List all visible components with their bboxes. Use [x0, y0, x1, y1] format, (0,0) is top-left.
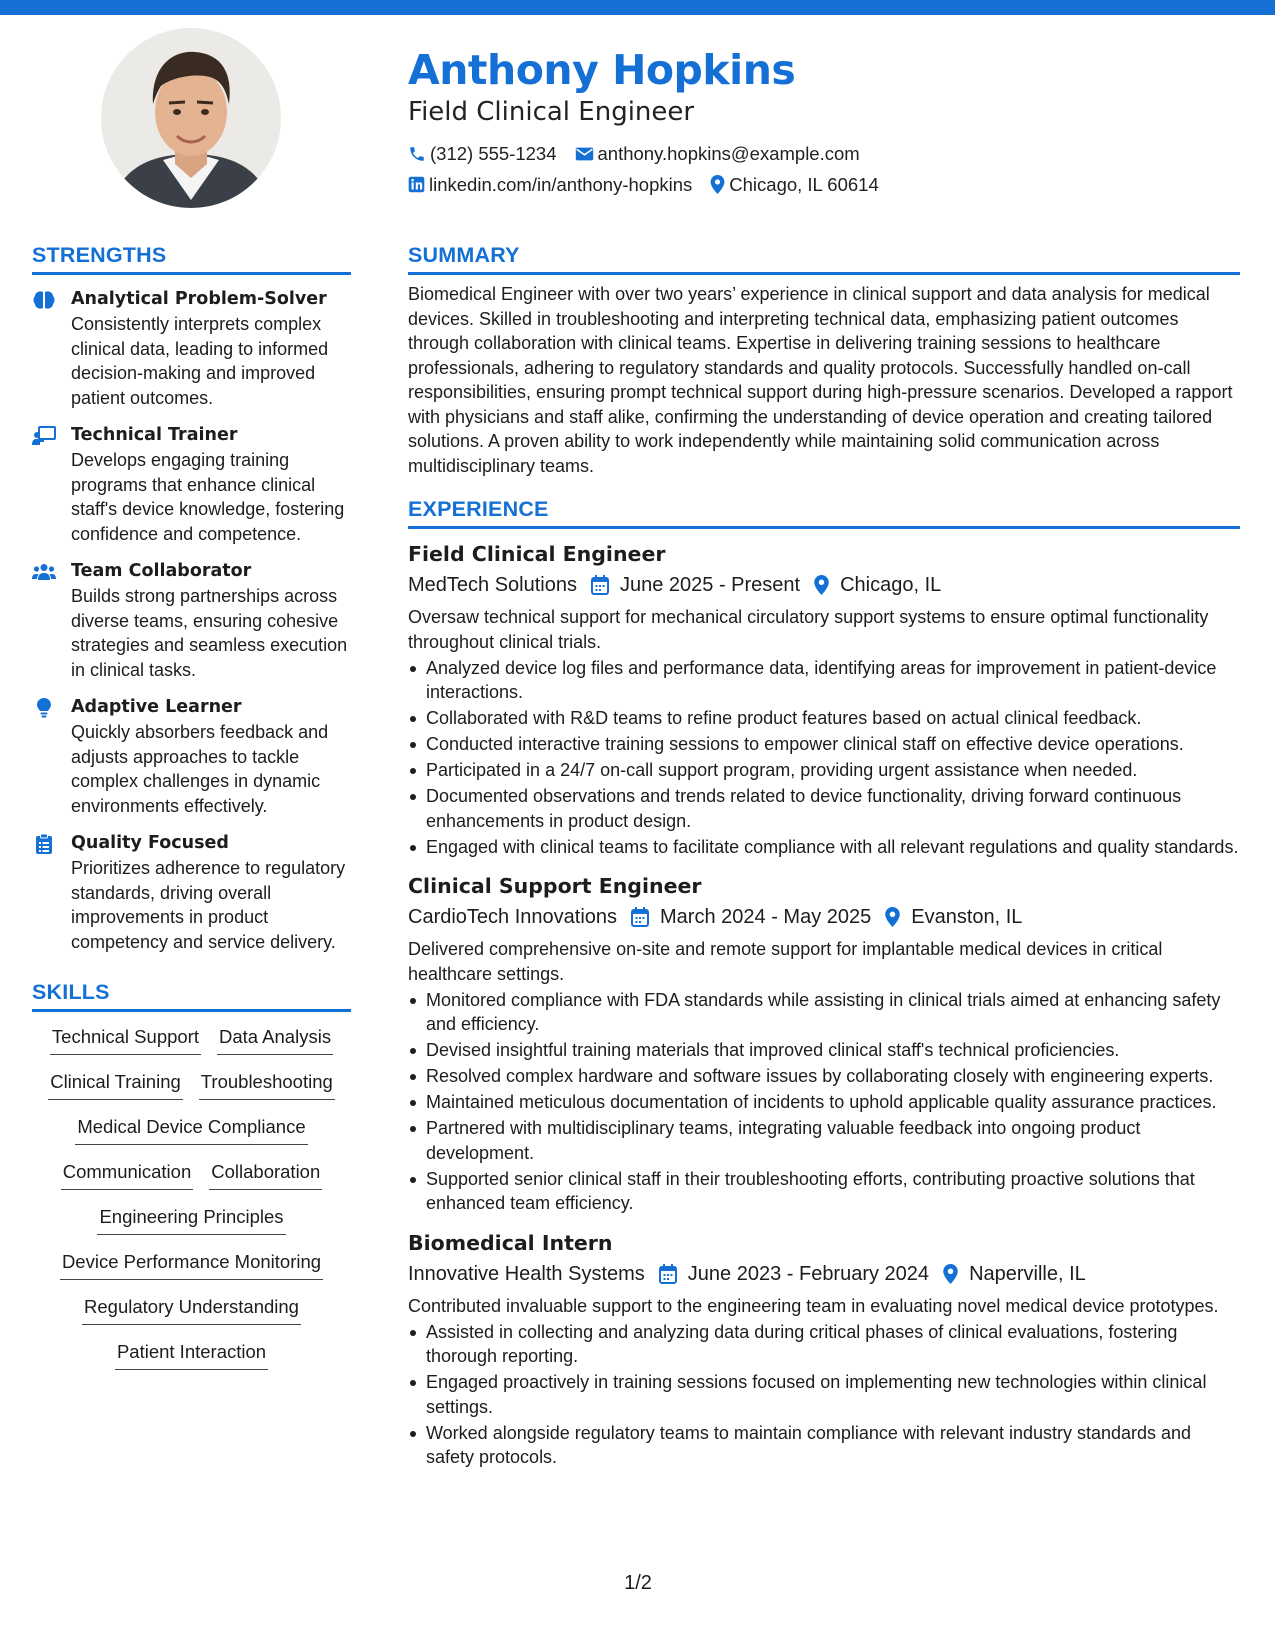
job-location	[814, 569, 941, 601]
contact-row-2	[408, 169, 1248, 200]
skills-heading: SKILLS	[32, 977, 351, 1012]
bullet-item: Collaborated with R&D teams to refine product features based on actual clinical feedback.	[408, 706, 1240, 731]
strength-desc: Builds strong partnerships across diverse teams, ensuring cohesive strategies and seamless execution in clinical tasks.	[71, 586, 348, 680]
lightbulb-icon	[32, 696, 56, 720]
skill-tag: Data Analysis	[217, 1024, 333, 1055]
skill-tag: Medical Device Compliance	[75, 1114, 307, 1145]
linkedin-text[interactable]: linkedin.com/in/anthony-hopkins	[429, 173, 693, 195]
bullet-item: Monitored compliance with FDA standards while assisting in clinical trials aimed at enhancing safety and efficiency.	[408, 988, 1240, 1037]
users-icon	[32, 560, 56, 584]
bullet-item: Maintained meticulous documentation of incidents to uphold applicable quality assurance practices.	[408, 1090, 1240, 1115]
job-location-text: Chicago, IL	[840, 574, 942, 596]
bullet-item: Worked alongside regulatory teams to maintain compliance with relevant industry standards and safety protocols.	[408, 1421, 1240, 1470]
calendar-icon	[631, 907, 649, 927]
skill-row	[32, 1069, 351, 1114]
chalkboard-teacher-icon	[32, 424, 56, 448]
strength-desc: Develops engaging training programs that enhance clinical staff's device knowledge, fostering confidence and competence.	[71, 450, 345, 544]
map-marker-icon	[885, 907, 900, 927]
candidate-title: Field Clinical Engineer	[408, 97, 695, 127]
clipboard-list-icon	[32, 832, 56, 856]
job-meta	[408, 1258, 1240, 1290]
skill-row	[32, 1204, 351, 1249]
summary-heading: SUMMARY	[408, 240, 1240, 275]
bullet-item: Resolved complex hardware and software issues by collaborating closely with engineering experts.	[408, 1064, 1240, 1089]
job-meta	[408, 901, 1240, 933]
skill-tag: Device Performance Monitoring	[60, 1249, 323, 1280]
job-location	[885, 901, 1022, 933]
bullet-item: Devised insightful training materials that improved clinical staff's technical proficiencies.	[408, 1038, 1240, 1063]
job-company: Innovative Health Systems	[408, 1262, 645, 1285]
job-dates	[591, 569, 800, 601]
bullet-item: Documented observations and trends related to device functionality, driving forward continuous enhancements in product design.	[408, 784, 1240, 833]
skill-tag: Technical Support	[50, 1024, 201, 1055]
brain-icon	[32, 288, 56, 312]
strength-title: Team Collaborator	[71, 561, 252, 581]
skill-tag: Communication	[61, 1159, 194, 1190]
email-text[interactable]: anthony.hopkins@example.com	[597, 142, 860, 164]
envelope-icon	[575, 146, 594, 162]
job-description: Delivered comprehensive on-site and remote support for implantable medical devices in critical healthcare settings.	[408, 939, 1163, 984]
job-bullets	[408, 1320, 1240, 1470]
bullet-item: Assisted in collecting and analyzing data during critical phases of clinical evaluations, fostering thorough reporting.	[408, 1320, 1240, 1369]
job-location-text: Naperville, IL	[969, 1262, 1086, 1285]
job-entry	[408, 539, 1240, 859]
contact-phone	[408, 143, 557, 165]
skill-tag: Clinical Training	[48, 1069, 183, 1100]
resume-header	[408, 44, 1248, 200]
skill-row	[32, 1339, 351, 1384]
strength-title: Quality Focused	[71, 833, 229, 853]
linkedin-icon	[408, 176, 425, 193]
candidate-name: Anthony Hopkins	[408, 46, 796, 94]
strengths-heading: STRENGTHS	[32, 240, 351, 275]
calendar-icon	[659, 1264, 677, 1284]
strength-item	[32, 695, 351, 818]
skill-row	[32, 1024, 351, 1069]
map-marker-icon	[814, 575, 829, 595]
page-number: 1/2	[624, 1572, 652, 1594]
experience-heading: EXPERIENCE	[408, 494, 1240, 529]
job-description: Contributed invaluable support to the engineering team in evaluating novel medical device prototypes.	[408, 1295, 1219, 1316]
job-location-text: Evanston, IL	[911, 906, 1023, 928]
location-text: Chicago, IL 60614	[729, 173, 879, 195]
job-company: MedTech Solutions	[408, 574, 577, 596]
skill-row	[32, 1114, 351, 1159]
bullet-item: Analyzed device log files and performance data, identifying areas for improvement in patient-device interactions.	[408, 656, 1240, 705]
job-entry	[408, 1228, 1240, 1470]
contact-linkedin[interactable]	[408, 174, 692, 196]
strength-desc: Prioritizes adherence to regulatory standards, driving overall improvements in product competency and service delivery.	[71, 858, 346, 952]
job-dates	[631, 901, 871, 933]
strength-desc: Quickly absorbers feedback and adjusts approaches to tackle complex challenges in dynamic environments effectively.	[71, 722, 329, 816]
skill-tag: Collaboration	[209, 1159, 322, 1190]
job-title: Field Clinical Engineer	[408, 542, 666, 566]
skill-tag: Troubleshooting	[199, 1069, 335, 1100]
calendar-icon	[591, 575, 609, 595]
bullet-item: Participated in a 24/7 on-call support program, providing urgent assistance when needed.	[408, 758, 1240, 783]
job-meta	[408, 569, 1240, 601]
skills-list	[32, 1024, 351, 1384]
bullet-item: Engaged with clinical teams to facilitate compliance with all relevant regulations and quality standards.	[408, 835, 1240, 860]
job-entry	[408, 871, 1240, 1216]
job-description: Oversaw technical support for mechanical circulatory support systems to ensure optimal functionality throughout clinical trials.	[408, 607, 1209, 652]
strength-item	[32, 423, 351, 546]
strength-title: Analytical Problem-Solver	[71, 289, 327, 309]
strength-item	[32, 287, 351, 410]
job-dates-text: June 2025 - Present	[619, 574, 801, 596]
phone-icon	[408, 145, 426, 163]
map-marker-icon	[943, 1264, 958, 1284]
bullet-item: Partnered with multidisciplinary teams, integrating valuable feedback into ongoing product development.	[408, 1116, 1240, 1165]
job-bullets	[408, 656, 1240, 860]
bullet-item: Supported senior clinical staff in their troubleshooting efforts, contributing proactive solutions that enhanced team efficiency.	[408, 1167, 1240, 1216]
skill-tag: Regulatory Understanding	[82, 1294, 301, 1325]
right-column	[408, 240, 1240, 1482]
phone-text: (312) 555-1234	[430, 142, 557, 164]
bullet-item: Engaged proactively in training sessions focused on implementing new technologies within clinical settings.	[408, 1370, 1240, 1419]
job-title: Biomedical Intern	[408, 1230, 613, 1255]
strength-desc: Consistently interprets complex clinical data, leading to informed decision-making and improved patient outcomes.	[71, 314, 329, 408]
top-accent-bar	[0, 0, 1275, 15]
skill-row	[32, 1249, 351, 1294]
map-marker-icon	[710, 175, 725, 194]
job-dates-text: March 2024 - May 2025	[660, 906, 872, 928]
job-location	[943, 1258, 1086, 1290]
skill-tag: Patient Interaction	[115, 1339, 268, 1370]
strength-item	[32, 831, 351, 954]
job-dates-text: June 2023 - February 2024	[687, 1262, 930, 1285]
contact-email[interactable]	[575, 143, 860, 165]
skill-row	[32, 1159, 351, 1204]
job-title: Clinical Support Engineer	[408, 874, 702, 898]
strength-title: Adaptive Learner	[71, 697, 242, 717]
bullet-item: Conducted interactive training sessions to empower clinical staff on effective device operations.	[408, 732, 1240, 757]
contact-location	[710, 174, 878, 196]
job-company: CardioTech Innovations	[408, 906, 618, 928]
skill-tag: Engineering Principles	[97, 1204, 285, 1235]
summary-text: Biomedical Engineer with over two years’ experience in clinical support and data analysis for medical devices. Skilled in troubleshooting and interpreting technical data, emphasizing patient outcomes through collaboration with clinical teams. Expertise in delivering training sessions to healthcare professionals, adhering to regulatory standards and quality protocols. Successfully handled on-call responsibilities, ensuring prompt technical support during high-pressure scenarios. Developed a rapport with physicians and staff alike, confirming the understanding of device operation and creating tailored solutions. A proven ability to work independently while maintaining solid communication across multidisciplinary teams.	[408, 284, 1233, 476]
strength-item	[32, 559, 351, 682]
job-bullets	[408, 988, 1240, 1216]
left-column	[32, 240, 351, 1384]
job-dates	[659, 1258, 929, 1290]
skill-row	[32, 1294, 351, 1339]
strength-title: Technical Trainer	[71, 425, 238, 445]
profile-photo	[101, 28, 281, 208]
contact-row-1	[408, 138, 1248, 169]
